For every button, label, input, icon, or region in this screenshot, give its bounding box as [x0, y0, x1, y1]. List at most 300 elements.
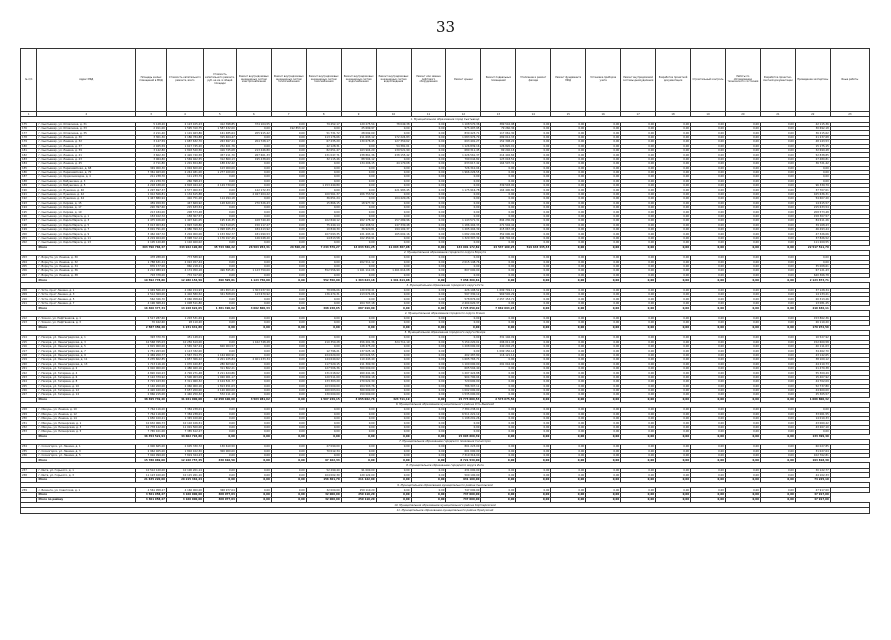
row-index: 218	[21, 353, 37, 357]
cell-value: 0,00	[516, 157, 551, 161]
cell-value: 0,00	[446, 273, 481, 277]
cell-value: 0,00	[760, 425, 795, 429]
cell-value: 136 474,31	[306, 293, 341, 297]
cell-value: 0,00	[516, 421, 551, 425]
section-title: 10. Муниципальное образование муниципального района Корткеросский	[21, 502, 870, 508]
building-address: г. Сыктывкар, ул. Бабушкина, д. 5	[37, 184, 136, 188]
building-address: г. Сыктывкар, ул. Первомайская, д. 68	[37, 166, 136, 170]
cell-value: 0,00	[760, 223, 795, 227]
cell-value: 0,00	[725, 445, 760, 449]
total-value: 0,00	[621, 434, 656, 439]
cell-value: 0,00	[621, 148, 656, 152]
cell-value: 84 611,26	[795, 219, 830, 223]
cell-value: 0,00	[306, 301, 341, 305]
building-address: г. Воркута, ул. Ленина, д. 30	[37, 256, 136, 260]
cell-value: 150 117,27	[236, 223, 271, 227]
total-value: 0,00	[586, 458, 621, 463]
building-address: г. Сосногорск, ул. Ленина, д. 5	[37, 453, 136, 457]
cell-value: 0,00	[691, 366, 726, 370]
cell-value: 213 184,00	[136, 210, 167, 214]
cell-value: 15 407,92	[795, 375, 830, 379]
cell-value: 0,00	[236, 126, 271, 130]
cell-value: 368 977,04	[203, 488, 236, 492]
cell-value: 0,00	[306, 166, 341, 170]
cell-value: 0,00	[341, 184, 376, 188]
cell-value: 79 260,36	[481, 126, 516, 130]
cell-value: 0,00	[203, 340, 236, 344]
cell-value: 0,00	[376, 166, 411, 170]
total-value: 7 862 094,23	[481, 306, 516, 311]
cell-value: 7 384 238,01	[446, 408, 481, 412]
cell-value: 0,00	[656, 344, 691, 348]
cell-value: 0,00	[551, 353, 586, 357]
cell-value: 0,00	[621, 192, 656, 196]
cell-value: 0,00	[411, 417, 446, 421]
cell-value: 0,00	[376, 375, 411, 379]
cell-value: 0,00	[656, 384, 691, 388]
cell-value: 352 000,00	[481, 232, 516, 236]
total-value: 156 301,70	[306, 477, 341, 482]
cell-value: 0,00	[691, 153, 726, 157]
cell-value: 104 420,26	[376, 197, 411, 201]
cell-value: 0,00	[621, 153, 656, 157]
building-address: г. Сыктывкар, ул. Ленина, д. 39	[37, 148, 136, 152]
total-value: 0,00	[691, 458, 726, 463]
total-label: Итого	[37, 306, 136, 311]
cell-value: 0,00	[516, 236, 551, 240]
cell-value: 0,00	[691, 301, 726, 305]
cell-value: 0,00	[586, 336, 621, 340]
cell-value: 0,00	[236, 362, 271, 366]
cell-empty	[830, 301, 869, 305]
column-number: 15	[551, 112, 586, 117]
total-value: 32 000,00	[306, 492, 341, 497]
cell-value: 0,00	[760, 201, 795, 205]
building-address: г. Сыктывкар, ул. Оплеснина, д. 33	[37, 126, 136, 130]
cell-value: 88 504,12	[341, 157, 376, 161]
cell-value: 205 915,42	[236, 131, 271, 135]
cell-value: 1 101 463,86	[166, 131, 203, 135]
cell-value: 67 235,20	[306, 140, 341, 144]
cell-value: 0,00	[725, 362, 760, 366]
cell-value: 2 565 347,24	[166, 344, 203, 348]
cell-value: 1 657 366,22	[166, 358, 203, 362]
cell-value: 312 860,13	[203, 157, 236, 161]
cell-value: 0,00	[586, 144, 621, 148]
cell-value: 1 100 000,00	[446, 362, 481, 366]
cell-value: 0,00	[306, 430, 341, 434]
cell-value: 152 308,22	[481, 140, 516, 144]
total-value: 0,00	[446, 325, 481, 330]
cell-value: 10 512 120,00	[136, 468, 167, 472]
cell-value: 0,00	[586, 353, 621, 357]
total-value: 15 773 009,53	[446, 397, 481, 402]
cell-value: 0,00	[271, 336, 306, 340]
cell-value: 640 366,78	[795, 273, 830, 277]
total-value: 0,00	[691, 245, 726, 250]
column-number: 20	[725, 112, 760, 117]
cell-value: 2 186 784,88	[166, 135, 203, 139]
cell-value: 2 212 089,94	[136, 269, 167, 273]
cell-value: 0,00	[760, 344, 795, 348]
cell-value: 0,00	[656, 162, 691, 166]
cell-value: 0,00	[691, 453, 726, 457]
cell-value: 0,00	[376, 468, 411, 472]
row-index: 236	[21, 453, 37, 457]
cell-value: 0,00	[621, 362, 656, 366]
cell-value: 0,00	[411, 214, 446, 218]
cell-value: 34 462,70	[795, 349, 830, 353]
total-value: 0,00	[725, 434, 760, 439]
building-address: г. Микунь, ул. Ленина, д. 12	[37, 412, 136, 416]
cell-value: 0,00	[691, 417, 726, 421]
cell-value: 0,00	[411, 453, 446, 457]
cell-value: 0,00	[516, 340, 551, 344]
cell-value: 0,00	[621, 288, 656, 292]
cell-value: 0,00	[586, 260, 621, 264]
cell-value: 192 853,12	[271, 126, 306, 130]
cell-value: 0,00	[586, 192, 621, 196]
cell-value: 0,00	[586, 236, 621, 240]
cell-value: 0,00	[725, 236, 760, 240]
cell-value: 0,00	[691, 179, 726, 183]
cell-value: 0,00	[271, 188, 306, 192]
row-index: 211	[21, 301, 37, 305]
cell-value: 0,00	[516, 288, 551, 292]
cell-value: 0,00	[621, 122, 656, 126]
cell-value: 0,00	[306, 344, 341, 348]
cell-value: 0,00	[621, 297, 656, 301]
row-index: 225	[21, 384, 37, 388]
cell-value: 1 070 160,87	[166, 362, 203, 366]
cell-value: 0,00	[236, 210, 271, 214]
column-header: Стоимость капитального ремонта, руб. на кв. м общей площади	[203, 49, 236, 112]
total-value: 15 780 069,00	[136, 458, 167, 463]
total-value: 0,00	[621, 458, 656, 463]
building-address: г. Ухта, пр-кт Ленина, д. 3	[37, 293, 136, 297]
total-value: 0,00	[621, 245, 656, 250]
cell-value: 0,00	[376, 260, 411, 264]
cell-value: 0,00	[516, 122, 551, 126]
cell-value: 150 000,00	[341, 393, 376, 397]
cell-value: 0,00	[446, 430, 481, 434]
cell-value: 0,00	[271, 408, 306, 412]
total-value: 0,00	[271, 306, 306, 311]
cell-value: 0,00	[271, 192, 306, 196]
cell-value: 1 535 000,00	[446, 393, 481, 397]
cell-value: 0,00	[516, 293, 551, 297]
cell-value: 104 002,30	[306, 473, 341, 477]
cell-value: 0,00	[411, 210, 446, 214]
cell-value: 0,00	[795, 170, 830, 174]
building-address: г. Сосногорск, ул. Ленина, д. 1	[37, 445, 136, 449]
cell-value: 0,00	[271, 425, 306, 429]
building-address: г. Сыктывкар, ул. Пушкина, д. 40	[37, 188, 136, 192]
cell-value: 2 517 287,60	[136, 316, 167, 320]
cell-value: 0,00	[621, 445, 656, 449]
cell-value: 0,00	[271, 449, 306, 453]
cell-value: 876 177,00	[136, 264, 167, 268]
cell-value: 0,00	[306, 210, 341, 214]
total-value: 0,00	[551, 492, 586, 497]
cell-value: 0,00	[691, 375, 726, 379]
column-number: 9	[341, 112, 376, 117]
cell-value: 2 500 003,09	[166, 375, 203, 379]
cell-value: 0,00	[760, 340, 795, 344]
cell-value: 3 140 200,00	[136, 384, 167, 388]
cell-value: 0,00	[725, 336, 760, 340]
cell-value: 0,00	[656, 223, 691, 227]
cell-value: 0,00	[621, 126, 656, 130]
row-index: 212	[21, 316, 37, 320]
cell-value: 0,00	[236, 380, 271, 384]
cell-value: 0,00	[586, 223, 621, 227]
total-value: 0,00	[411, 497, 446, 502]
cell-value: 0,00	[203, 210, 236, 214]
total-value: 8 721 539,00	[446, 458, 481, 463]
cell-value: 0,00	[516, 256, 551, 260]
total-value: 0,00	[725, 325, 760, 330]
cell-value: 0,00	[691, 384, 726, 388]
building-address: г. Сыктывкар, ул. Ленина, д. 30	[37, 135, 136, 139]
total-value: 11 663 387,98	[376, 245, 411, 250]
cell-value: 0,00	[271, 241, 306, 245]
total-value: 133 399,40	[795, 434, 830, 439]
cell-value: 0,00	[551, 241, 586, 245]
cell-value: 0,00	[376, 157, 411, 161]
cell-value: 0,00	[725, 184, 760, 188]
cell-value: 0,00	[411, 408, 446, 412]
cell-value: 0,00	[725, 227, 760, 231]
cell-empty	[830, 273, 869, 277]
cell-value: 0,00	[621, 449, 656, 453]
cell-value: 0,00	[271, 421, 306, 425]
cell-value: 0,00	[236, 162, 271, 166]
cell-value: 0,00	[516, 366, 551, 370]
cell-value: 0,00	[203, 430, 236, 434]
cell-value: 0,00	[586, 232, 621, 236]
row-index: 217	[21, 349, 37, 353]
cell-value: 103 000,00	[203, 166, 236, 170]
cell-value: 0,00	[516, 473, 551, 477]
cell-value: 1 126 839,16	[446, 144, 481, 148]
cell-value: 1 587 432,00	[203, 126, 236, 130]
cell-value: 0,00	[656, 210, 691, 214]
cell-value: 0,00	[551, 210, 586, 214]
cell-value: 215 633,54	[166, 206, 203, 210]
cell-value: 0,00	[656, 371, 691, 375]
cell-value: 726 310,04	[446, 166, 481, 170]
cell-value: 0,00	[203, 321, 236, 325]
cell-value: 0,00	[725, 380, 760, 384]
cell-value: 0,00	[656, 393, 691, 397]
cell-value: 0,00	[411, 412, 446, 416]
cell-value: 0,00	[621, 316, 656, 320]
building-address: г. Сосногорск, ул. Ленина, д. 3	[37, 449, 136, 453]
cell-value: 1 617 745,20	[166, 144, 203, 148]
cell-value: 0,00	[516, 297, 551, 301]
cell-value: 0,00	[725, 375, 760, 379]
cell-value: 0,00	[306, 417, 341, 421]
cell-value: 0,00	[760, 219, 795, 223]
cell-value: 0,00	[656, 206, 691, 210]
cell-value: 0,00	[621, 340, 656, 344]
cell-value: 341 508,09	[203, 293, 236, 297]
cell-value: 0,00	[691, 135, 726, 139]
cell-value: 3 060 058,64	[166, 297, 203, 301]
section-title: 7. Муниципальное образование городского поселения Сосногорск	[21, 439, 870, 445]
cell-value: 195 438,69	[236, 157, 271, 161]
cell-value: 0,00	[551, 219, 586, 223]
cell-value: 459 459,50	[136, 201, 167, 205]
cell-value: 416 745,08	[203, 148, 236, 152]
row-index: 215	[21, 340, 37, 344]
cell-value: 0,00	[551, 468, 586, 472]
total-value: 363 796 766,47	[136, 245, 167, 250]
cell-value: 7 361 463,00	[136, 170, 167, 174]
cell-value: 0,00	[656, 273, 691, 277]
cell-value: 0,00	[760, 301, 795, 305]
cell-value: 0,00	[725, 384, 760, 388]
cell-value: 0,00	[691, 316, 726, 320]
total-value: 0,00	[516, 306, 551, 311]
total-value: 26 506,29	[271, 245, 306, 250]
cell-value: 0,00	[481, 175, 516, 179]
cell-value: 0,00	[271, 206, 306, 210]
total-value: 45 743 360,22	[203, 245, 236, 250]
cell-value: 339 503,00	[481, 184, 516, 188]
cell-value: 1 205 404,39	[446, 227, 481, 231]
cell-value: 975 407,95	[446, 126, 481, 130]
cell-value: 0,00	[236, 175, 271, 179]
column-number: 2	[37, 112, 136, 117]
building-address: г. Сыктывкар, ул. Кирова, д. 15	[37, 201, 136, 205]
cell-value: 0,00	[341, 264, 376, 268]
cell-value: 0,00	[341, 179, 376, 183]
cell-value: 0,00	[271, 344, 306, 348]
cell-value: 215 633,54	[795, 206, 830, 210]
total-value: 10 592 778,86	[136, 278, 167, 283]
cell-value: 0,00	[376, 301, 411, 305]
total-value: 0,00	[725, 458, 760, 463]
cell-value: 1 407 641,05	[166, 219, 203, 223]
cell-value: 0,00	[446, 321, 481, 325]
column-header: Ремонт внутридомовых инженерных систем водоотведения	[376, 49, 411, 112]
cell-value: 102 762,81	[795, 453, 830, 457]
cell-value: 0,00	[446, 336, 481, 340]
cell-value: 0,00	[341, 206, 376, 210]
cell-value: 904 700,04	[446, 375, 481, 379]
cell-value: 0,00	[586, 301, 621, 305]
total-value: 20 215 462,24	[166, 477, 203, 482]
column-number: 13	[481, 112, 516, 117]
cell-value: 0,00	[481, 366, 516, 370]
cell-value: 0,00	[411, 430, 446, 434]
total-value: 0,00	[376, 497, 411, 502]
cell-value: 0,00	[760, 417, 795, 421]
cell-value: 0,00	[656, 301, 691, 305]
cell-value: 0,00	[481, 412, 516, 416]
cell-value: 3 147,59	[136, 140, 167, 144]
cell-value: 0,00	[656, 349, 691, 353]
cell-value: 123 670,92	[236, 293, 271, 297]
cell-value: 0,00	[271, 301, 306, 305]
total-value: 0,00	[516, 434, 551, 439]
cell-value: 0,00	[516, 260, 551, 264]
cell-value: 0,00	[551, 421, 586, 425]
cell-value: 0,00	[411, 264, 446, 268]
cell-value: 0,00	[376, 297, 411, 301]
total-value: 931 100,00	[446, 477, 481, 482]
cell-value: 0,00	[516, 140, 551, 144]
cell-value: 0,00	[586, 210, 621, 214]
cell-value: 43 267,10	[795, 425, 830, 429]
table-header-row	[21, 49, 870, 112]
cell-value: 70 012,34	[306, 449, 341, 453]
total-value: 0,00	[621, 492, 656, 497]
cell-value: 195 416,35	[203, 219, 236, 223]
cell-value: 0,00	[691, 157, 726, 161]
cell-value: 0,00	[551, 430, 586, 434]
total-value: 21 635 220,00	[136, 477, 167, 482]
cell-value: 204 707,18	[341, 301, 376, 305]
cell-value: 0,00	[551, 297, 586, 301]
cell-value: 0,00	[551, 453, 586, 457]
cell-value: 0,00	[236, 412, 271, 416]
cell-value: 0,00	[586, 425, 621, 429]
cell-value: 0,00	[446, 201, 481, 205]
cell-value: 0,00	[760, 358, 795, 362]
cell-value: 0,00	[656, 293, 691, 297]
column-header: № п/п	[21, 49, 37, 112]
cell-value: 266 398,23	[166, 179, 203, 183]
cell-value: 693 491,27	[446, 140, 481, 144]
building-address: г. Печора, ул. Гагарина, д. 2	[37, 366, 136, 370]
cell-value: 165 602,16	[376, 232, 411, 236]
row-index: 201	[21, 236, 37, 240]
cell-value: 0,00	[656, 421, 691, 425]
cell-value: 601 000,00	[446, 449, 481, 453]
cell-value: 28 110,20	[166, 321, 203, 325]
row-index: 205	[21, 264, 37, 268]
building-address: г. Сыктывкар, ул. Орджоникидзе, д. 4	[37, 175, 136, 179]
cell-value: 0,00	[516, 468, 551, 472]
cell-value: 2 426 740,58	[166, 153, 203, 157]
cell-value: 270 022,30	[341, 380, 376, 384]
cell-value: 0,00	[271, 430, 306, 434]
cell-value: 0,00	[516, 321, 551, 325]
cell-value: 0,00	[621, 468, 656, 472]
cell-value: 416 751,28	[166, 197, 203, 201]
cell-value: 0,00	[411, 301, 446, 305]
cell-value: 0,00	[516, 449, 551, 453]
cell-value: 5 154 220,01	[446, 340, 481, 344]
cell-value: 0,00	[621, 358, 656, 362]
cell-value: 0,00	[586, 421, 621, 425]
cell-value: 0,00	[656, 430, 691, 434]
cell-value: 0,00	[271, 453, 306, 457]
column-header: Ремонт или замена лифтового оборудования	[411, 49, 446, 112]
cell-value: 0,00	[411, 375, 446, 379]
cell-value: 0,00	[411, 122, 446, 126]
cell-value: 0,00	[656, 468, 691, 472]
building-address: г. Ухта, пр-кт Ленина, д. 7	[37, 301, 136, 305]
cell-value: 0,00	[586, 166, 621, 170]
cell-value: 4 060 154,93	[166, 288, 203, 292]
cell-value: 0,00	[341, 408, 376, 412]
column-number: 7	[271, 112, 306, 117]
cell-value: 0,00	[551, 256, 586, 260]
